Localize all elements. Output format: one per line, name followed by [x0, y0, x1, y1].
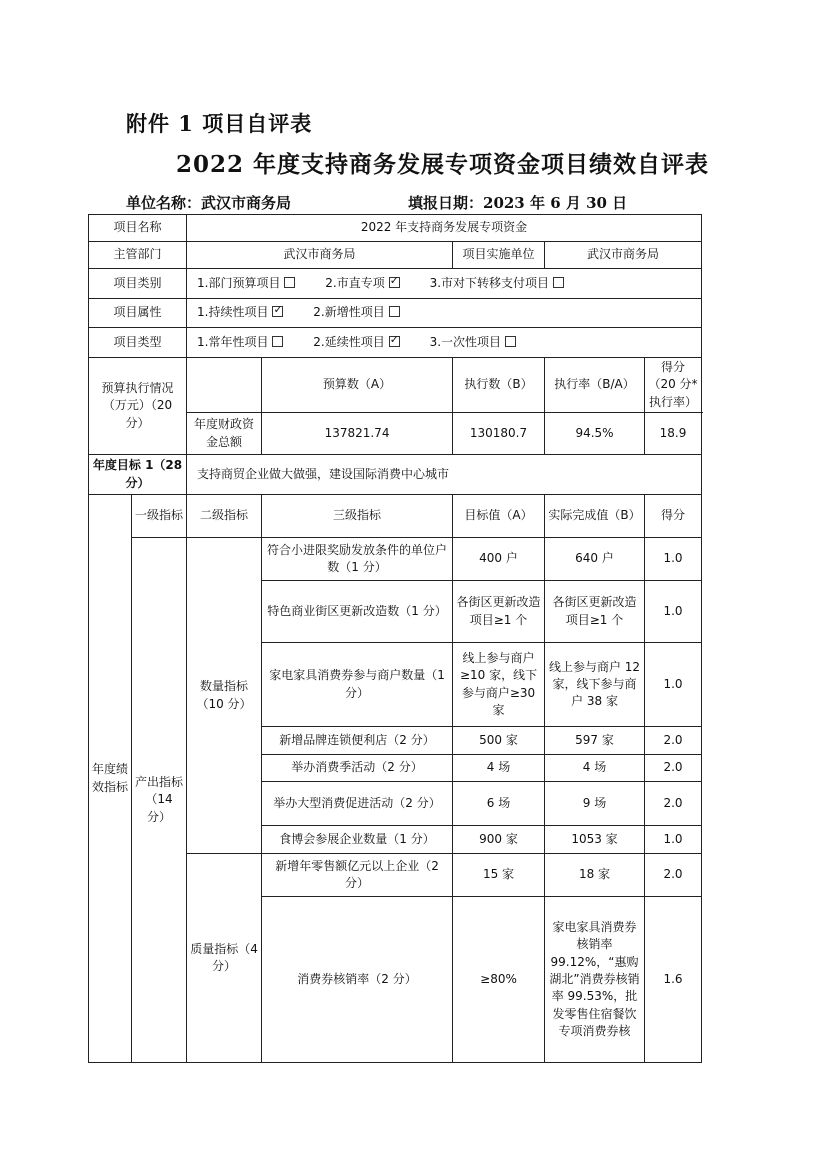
category-option-1: 1.部门预算项目: [197, 275, 281, 290]
indicator-score: 2.0: [645, 854, 702, 897]
indicator-score: 1.0: [645, 538, 702, 581]
row-project-name: [89, 215, 702, 242]
budget-value: 137821.74: [262, 413, 453, 455]
goal-text: 支持商贸企业做大做强，建设国际消费中心城市: [187, 455, 702, 495]
impl-value: 武汉市商务局: [545, 242, 702, 269]
category-option-3: 3.市对下转移支付项目: [429, 275, 550, 290]
project-name-label: 项目名称: [89, 215, 187, 242]
project-name-value: 2022 年支持商务发展专项资金: [187, 215, 702, 242]
type-label: 项目类型: [89, 328, 187, 358]
type-option-2: 2.延续性项目: [313, 334, 385, 349]
category-options: [187, 269, 702, 299]
indicator-target: 各街区更新改造项目≥1 个: [453, 581, 545, 643]
category-label: 项目类别: [89, 269, 187, 299]
budget-score-value: 18.9: [645, 413, 702, 455]
row-attribute: [89, 299, 702, 328]
group-quantity: 数量指标（10 分）: [187, 538, 262, 854]
row-department: [89, 242, 702, 269]
indicator-target: 4 场: [453, 755, 545, 782]
annex-label: 附件 1 项目自评表: [126, 111, 313, 136]
group-quality: 质量指标（4 分）: [187, 854, 262, 1063]
row-category: [89, 269, 702, 299]
indicator-name: 举办消费季活动（2 分）: [262, 755, 453, 782]
checkbox-icon: [272, 336, 283, 347]
budget-label: 预算执行情况（万元）（20 分）: [89, 358, 187, 455]
indicator-name: 特色商业街区更新改造数（1 分）: [262, 581, 453, 643]
dept-label: 主管部门: [89, 242, 187, 269]
attr-option-1: 1.持续性项目: [197, 305, 269, 320]
goal-label: 年度目标 1（28 分）: [89, 455, 187, 495]
unit-name: 单位名称：武汉市商务局: [126, 194, 292, 212]
budget-header-score: 得分（20 分*执行率）: [645, 358, 702, 413]
indicator-actual: 家电家具消费券核销率 99.12%，“惠购湖北”消费券核销率 99.53%，批发零售住宿餐饮专项消费券核: [545, 897, 645, 1063]
indicator-target: 500 家: [453, 727, 545, 755]
indicator-target: 6 场: [453, 782, 545, 826]
indicator-score: 1.6: [645, 897, 702, 1063]
indicator-target: 900 家: [453, 826, 545, 854]
impl-label: 项目实施单位: [453, 242, 545, 269]
row-goal: [89, 455, 702, 495]
indicator-name: 家电家具消费券参与商户数量（1 分）: [262, 643, 453, 727]
budget-header-b: 执行数（B）: [453, 358, 545, 413]
type-option-1: 1.常年性项目: [197, 334, 269, 349]
indicator-actual: 线上参与商户 12 家，线下参与商户 38 家: [545, 643, 645, 727]
indicator-score: 1.0: [645, 581, 702, 643]
side-label: 年度绩效指标: [89, 495, 132, 1063]
indicator-score: 2.0: [645, 727, 702, 755]
budget-row-label: 年度财政资金总额: [187, 413, 262, 455]
checkbox-checked-icon: [389, 277, 400, 288]
indicator-name: 新增品牌连锁便利店（2 分）: [262, 727, 453, 755]
dept-value: 武汉市商务局: [187, 242, 453, 269]
checkbox-icon: [553, 277, 564, 288]
indicator-name: 符合小进限奖励发放条件的单位户数（1 分）: [262, 538, 453, 581]
l1-label: 产出指标（14 分）: [132, 538, 187, 1063]
indicator-target: ≥80%: [453, 897, 545, 1063]
row-type: [89, 328, 702, 358]
attr-label: 项目属性: [89, 299, 187, 328]
report-date: 填报日期：2023 年 6 月 30 日: [408, 194, 628, 212]
col-target: 目标值（A）: [453, 495, 545, 538]
exec-value: 130180.7: [453, 413, 545, 455]
evaluation-table: [88, 214, 702, 1063]
table-row: [89, 538, 702, 581]
indicator-name: 新增年零售额亿元以上企业（2 分）: [262, 854, 453, 897]
attr-option-2: 2.新增性项目: [313, 305, 385, 320]
budget-header-a: 预算数（A）: [262, 358, 453, 413]
category-option-2: 2.市直专项: [325, 275, 385, 290]
attr-options: [187, 299, 702, 328]
indicator-target: 15 家: [453, 854, 545, 897]
type-options: [187, 328, 702, 358]
budget-header-rate: 执行率（B/A）: [545, 358, 645, 413]
indicator-actual: 18 家: [545, 854, 645, 897]
budget-blank: [187, 358, 262, 413]
row-budget-header: [89, 358, 702, 413]
indicator-name: 食博会参展企业数量（1 分）: [262, 826, 453, 854]
type-option-3: 3.一次性项目: [429, 334, 502, 349]
rate-value: 94.5%: [545, 413, 645, 455]
col-l3: 三级指标: [262, 495, 453, 538]
page-title: 2022 年度支持商务发展专项资金项目绩效自评表: [176, 151, 710, 178]
indicator-score: 1.0: [645, 826, 702, 854]
indicator-name: 举办大型消费促进活动（2 分）: [262, 782, 453, 826]
indicator-actual: 4 场: [545, 755, 645, 782]
indicator-score: 2.0: [645, 755, 702, 782]
indicator-actual: 640 户: [545, 538, 645, 581]
indicator-target: 400 户: [453, 538, 545, 581]
col-l2: 二级指标: [187, 495, 262, 538]
row-indicator-header: [89, 495, 702, 538]
checkbox-icon: [505, 336, 516, 347]
indicator-actual: 1053 家: [545, 826, 645, 854]
checkbox-icon: [389, 306, 400, 317]
col-actual: 实际完成值（B）: [545, 495, 645, 538]
indicator-score: 1.0: [645, 643, 702, 727]
indicator-actual: 597 家: [545, 727, 645, 755]
indicator-score: 2.0: [645, 782, 702, 826]
col-l1: 一级指标: [132, 495, 187, 538]
indicator-name: 消费券核销率（2 分）: [262, 897, 453, 1063]
checkbox-icon: [284, 277, 295, 288]
indicator-actual: 9 场: [545, 782, 645, 826]
checkbox-checked-icon: [272, 306, 283, 317]
indicator-target: 线上参与商户≥10 家，线下参与商户≥30 家: [453, 643, 545, 727]
checkbox-checked-icon: [389, 336, 400, 347]
indicator-actual: 各街区更新改造项目≥1 个: [545, 581, 645, 643]
col-score: 得分: [645, 495, 702, 538]
